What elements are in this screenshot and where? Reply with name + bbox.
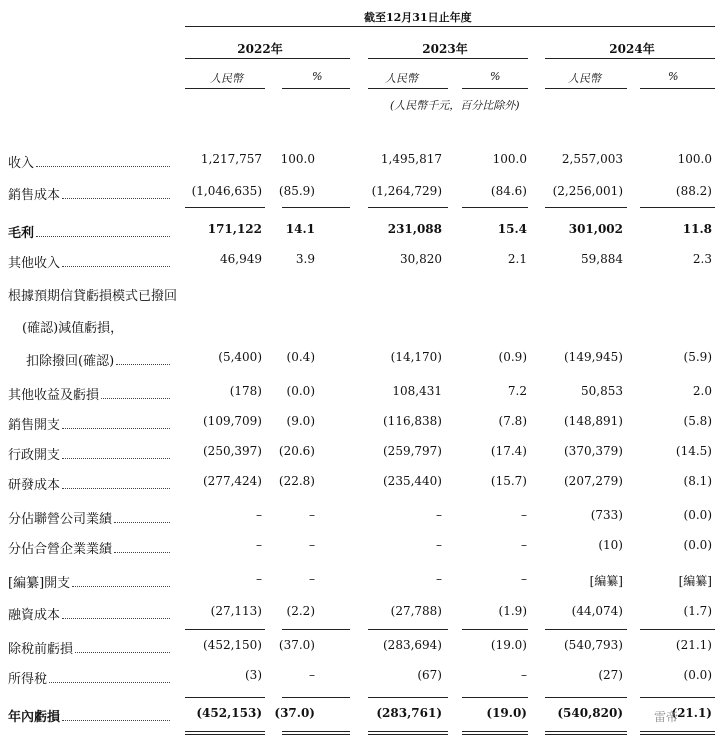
unit-note: (人民幣千元，百分比除外): [390, 99, 520, 112]
leader-dots: [101, 388, 170, 399]
table-row: [0, 668, 720, 688]
cell-value: 100.0: [280, 152, 315, 166]
cell-value: (67): [417, 668, 442, 682]
cell-value: (19.0): [486, 706, 527, 720]
cell-value: (1.9): [498, 604, 527, 618]
cell-value: –: [309, 508, 315, 522]
cell-value: (21.1): [675, 638, 712, 652]
cell-value: –: [256, 508, 262, 522]
cell-value: –: [256, 538, 262, 552]
leader-dots: [72, 576, 170, 587]
row-label: 根據預期信貸虧損模式已撥回: [8, 289, 178, 304]
row-label: 扣除撥回(確認): [26, 354, 115, 369]
cell-value: (259,797): [383, 444, 442, 458]
cell-value: 3.9: [295, 252, 315, 266]
cell-value: –: [436, 572, 442, 586]
subtotal-line: [640, 207, 715, 208]
subtotal-line: [462, 629, 528, 630]
subtotal-line: [640, 697, 715, 698]
year-2023: 2023年: [422, 42, 468, 56]
cell-value: (149,945): [564, 350, 623, 364]
row-label: 銷售開支: [8, 418, 61, 433]
table-row: [0, 572, 720, 592]
year-rule-2023: [368, 58, 528, 59]
sub-rule-5: [545, 88, 627, 89]
cell-value: –: [309, 572, 315, 586]
cell-value: 108,431: [392, 384, 442, 398]
table-row: [0, 252, 720, 272]
total-double-line: [368, 731, 448, 735]
cell-value: (9.0): [286, 414, 315, 428]
cell-value: (10): [598, 538, 623, 552]
leader-dots: [36, 226, 170, 237]
cell-value: (235,440): [383, 474, 442, 488]
year-rule-2022: [185, 58, 350, 59]
cell-value: (109,709): [203, 414, 262, 428]
leader-dots: [62, 448, 170, 459]
leader-dots: [75, 642, 170, 653]
subtotal-line: [185, 207, 265, 208]
row-label: 銷售成本: [8, 188, 61, 203]
table-row: [0, 350, 720, 370]
cell-value: (15.7): [490, 474, 527, 488]
row-label: 所得稅: [8, 672, 48, 687]
cell-value: (84.6): [490, 184, 527, 198]
cell-value: 7.2: [507, 384, 527, 398]
cell-value: –: [521, 538, 527, 552]
cell-value: (22.8): [278, 474, 315, 488]
table-row: [0, 444, 720, 464]
cell-value: (283,761): [376, 706, 442, 720]
cell-value: (8.1): [683, 474, 712, 488]
row-label: (確認)減值虧損，: [22, 321, 124, 336]
cell-value: 2.3: [692, 252, 712, 266]
cell-value: 100.0: [492, 152, 527, 166]
cell-value: [編纂]: [589, 574, 623, 588]
leader-dots: [62, 418, 170, 429]
leader-dots: [62, 256, 170, 267]
cell-value: (178): [229, 384, 262, 398]
sub-rule-3: [368, 88, 448, 89]
cell-value: (250,397): [203, 444, 262, 458]
subtotal-line: [545, 629, 627, 630]
cell-value: –: [436, 508, 442, 522]
table-row: [0, 184, 720, 204]
leader-dots: [62, 188, 170, 199]
subtotal-line: [368, 207, 448, 208]
subtotal-line: [545, 697, 627, 698]
table-row: [0, 604, 720, 624]
cell-value: 100.0: [677, 152, 712, 166]
cell-value: (452,150): [203, 638, 262, 652]
leader-dots: [49, 672, 170, 683]
cell-value: 15.4: [497, 222, 527, 236]
table-row: [0, 285, 720, 305]
subtotal-line: [462, 207, 528, 208]
subtotal-line: [368, 697, 448, 698]
cell-value: –: [309, 668, 315, 682]
leader-dots: [114, 542, 170, 553]
total-double-line: [282, 731, 350, 735]
table-row: [0, 538, 720, 558]
cell-value: 30,820: [400, 252, 442, 266]
sub-pct-2023: %: [490, 70, 501, 83]
watermark: 雷帝: [654, 710, 679, 724]
cell-value: (88.2): [675, 184, 712, 198]
row-label: 年內虧損: [8, 710, 61, 725]
cell-value: (5.9): [683, 350, 712, 364]
row-label: 分佔聯營公司業績: [8, 512, 113, 527]
row-label: 收入: [8, 156, 35, 171]
cell-value: (540,793): [564, 638, 623, 652]
table-row: [0, 384, 720, 404]
subtotal-line: [282, 697, 350, 698]
row-label: 行政開支: [8, 448, 61, 463]
leader-dots: [62, 710, 170, 721]
cell-value: (3): [245, 668, 262, 682]
sub-pct-2022: %: [312, 70, 323, 83]
cell-value: (85.9): [278, 184, 315, 198]
row-label: 分佔合營企業業績: [8, 542, 113, 557]
cell-value: (0.0): [683, 508, 712, 522]
year-2024: 2024年: [609, 42, 655, 56]
sub-rule-4: [462, 88, 528, 89]
table-row: [0, 508, 720, 528]
cell-value: 59,884: [581, 252, 623, 266]
sub-rmb-2022: 人民幣: [210, 72, 243, 85]
cell-value: (148,891): [564, 414, 623, 428]
cell-value: (0.0): [286, 384, 315, 398]
cell-value: (17.4): [490, 444, 527, 458]
cell-value: –: [436, 538, 442, 552]
leader-dots: [62, 478, 170, 489]
cell-value: 1,217,757: [200, 152, 262, 166]
cell-value: –: [256, 572, 262, 586]
table-row: [0, 222, 720, 242]
cell-value: 301,002: [568, 222, 623, 236]
row-label: 融資成本: [8, 608, 61, 623]
cell-value: –: [309, 538, 315, 552]
cell-value: (19.0): [490, 638, 527, 652]
table-row: [0, 474, 720, 494]
table-row: [0, 414, 720, 434]
cell-value: (452,153): [196, 706, 262, 720]
row-label: [編纂]開支: [8, 576, 71, 591]
subtotal-line: [368, 629, 448, 630]
subtotal-line: [282, 629, 350, 630]
cell-value: (37.0): [278, 638, 315, 652]
table-row: [0, 317, 720, 337]
cell-value: (37.0): [274, 706, 315, 720]
cell-value: (0.0): [683, 538, 712, 552]
cell-value: (2,256,001): [552, 184, 623, 198]
period-heading: 截至12月31日止年度: [364, 11, 472, 24]
sub-rmb-2023: 人民幣: [385, 72, 418, 85]
cell-value: (5.8): [683, 414, 712, 428]
cell-value: (0.9): [498, 350, 527, 364]
period-rule: [185, 26, 715, 27]
cell-value: 14.1: [285, 222, 315, 236]
table-row: [0, 152, 720, 172]
cell-value: (27,788): [390, 604, 442, 618]
subtotal-line: [462, 697, 528, 698]
cell-value: 2.1: [507, 252, 527, 266]
cell-value: (27,113): [210, 604, 262, 618]
cell-value: 171,122: [207, 222, 262, 236]
total-double-line: [462, 731, 528, 735]
cell-value: (14.5): [675, 444, 712, 458]
cell-value: (27): [598, 668, 623, 682]
table-row: [0, 706, 720, 726]
cell-value: 46,949: [220, 252, 262, 266]
row-label: 除稅前虧損: [8, 642, 74, 657]
cell-value: (0.0): [683, 668, 712, 682]
cell-value: (0.4): [286, 350, 315, 364]
cell-value: (733): [590, 508, 623, 522]
year-rule-2024: [545, 58, 715, 59]
cell-value: 231,088: [387, 222, 442, 236]
sub-pct-2024: %: [668, 70, 679, 83]
cell-value: (1.7): [683, 604, 712, 618]
sub-rule-1: [185, 88, 265, 89]
subtotal-line: [185, 629, 265, 630]
cell-value: (116,838): [383, 414, 442, 428]
leader-dots: [36, 156, 170, 167]
cell-value: [編纂]: [678, 574, 712, 588]
cell-value: 2,557,003: [561, 152, 623, 166]
total-double-line: [185, 731, 265, 735]
cell-value: (283,694): [383, 638, 442, 652]
subtotal-line: [185, 697, 265, 698]
table-row: [0, 638, 720, 658]
cell-value: (44,074): [571, 604, 623, 618]
cell-value: (540,820): [557, 706, 623, 720]
cell-value: (2.2): [286, 604, 315, 618]
sub-rule-6: [640, 88, 715, 89]
cell-value: (1,264,729): [371, 184, 442, 198]
cell-value: 1,495,817: [380, 152, 442, 166]
row-label: 其他收入: [8, 256, 61, 271]
cell-value: –: [521, 572, 527, 586]
cell-value: (20.6): [278, 444, 315, 458]
cell-value: (14,170): [390, 350, 442, 364]
cell-value: –: [521, 668, 527, 682]
cell-value: (277,424): [203, 474, 262, 488]
sub-rule-2: [282, 88, 350, 89]
leader-dots: [116, 354, 170, 365]
leader-dots: [114, 512, 170, 523]
subtotal-line: [545, 207, 627, 208]
row-label: 其他收益及虧損: [8, 388, 100, 403]
year-2022: 2022年: [237, 42, 283, 56]
subtotal-line: [282, 207, 350, 208]
leader-dots: [62, 608, 170, 619]
row-label: 研發成本: [8, 478, 61, 493]
cell-value: –: [521, 508, 527, 522]
cell-value: 50,853: [581, 384, 623, 398]
row-label: 毛利: [8, 226, 35, 241]
sub-rmb-2024: 人民幣: [568, 72, 601, 85]
cell-value: (21.1): [671, 706, 712, 720]
cell-value: (1,046,635): [191, 184, 262, 198]
total-double-line: [640, 731, 715, 735]
subtotal-line: [640, 629, 715, 630]
cell-value: (370,379): [564, 444, 623, 458]
cell-value: 11.8: [682, 222, 712, 236]
cell-value: 2.0: [692, 384, 712, 398]
cell-value: (207,279): [564, 474, 623, 488]
total-double-line: [545, 731, 627, 735]
cell-value: (7.8): [498, 414, 527, 428]
cell-value: (5,400): [218, 350, 262, 364]
